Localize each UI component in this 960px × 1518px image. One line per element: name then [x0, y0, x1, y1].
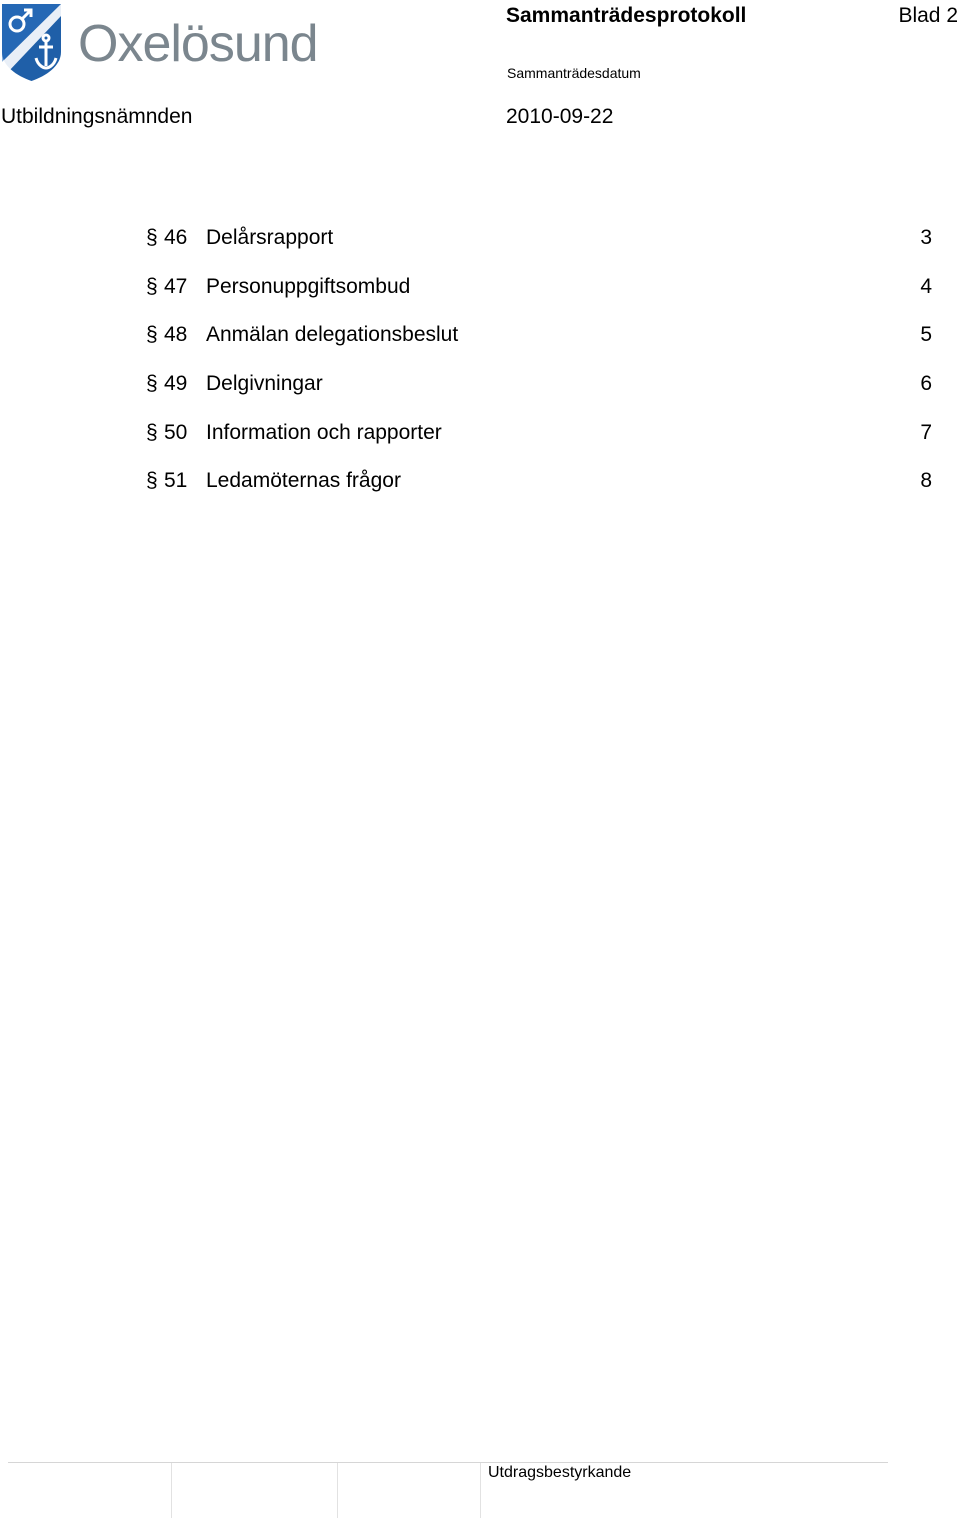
- toc-item-page: 5: [920, 323, 932, 346]
- section-symbol: §: [146, 421, 158, 444]
- footer-divider: [8, 1462, 888, 1463]
- toc-item-page: 7: [920, 421, 932, 444]
- toc-item-title: Personuppgiftsombud: [206, 275, 411, 298]
- page-number: Blad 2: [898, 4, 958, 27]
- toc-item-number: 46: [164, 226, 188, 249]
- toc-item-page: 3: [920, 226, 932, 249]
- toc-item-title: Information och rapporter: [206, 421, 442, 444]
- toc-item-number: 47: [164, 275, 188, 298]
- meeting-date: 2010-09-22: [506, 105, 614, 128]
- toc-item-title: Delgivningar: [206, 372, 323, 395]
- toc-item: [0, 223, 960, 253]
- coat-of-arms-icon: [0, 2, 64, 82]
- footer-cell-divider: [480, 1463, 481, 1518]
- toc-item: [0, 466, 960, 496]
- toc-item-number: 50: [164, 421, 188, 444]
- footer-cell-divider: [337, 1463, 338, 1518]
- section-symbol: §: [146, 275, 158, 298]
- committee-name: Utbildningsnämnden: [1, 105, 193, 128]
- toc-item-number: 48: [164, 323, 188, 346]
- toc-item-page: 6: [920, 372, 932, 395]
- toc-item-page: 8: [920, 469, 932, 492]
- toc-item-number: 49: [164, 372, 188, 395]
- toc-item-title: Ledamöternas frågor: [206, 469, 401, 492]
- section-symbol: §: [146, 226, 158, 249]
- toc-item: [0, 272, 960, 302]
- toc-item-title: Anmälan delegationsbeslut: [206, 323, 459, 346]
- certification-label: Utdragsbestyrkande: [488, 1464, 632, 1481]
- municipality-logo: [0, 2, 345, 82]
- logo-wordmark: Oxelösund: [78, 15, 318, 73]
- footer-cell-divider: [171, 1463, 172, 1518]
- section-symbol: §: [146, 372, 158, 395]
- toc-item: [0, 418, 960, 448]
- toc-item-page: 4: [920, 275, 932, 298]
- toc-item-number: 51: [164, 469, 188, 492]
- meeting-date-label: Sammanträdesdatum: [507, 65, 641, 81]
- document-title: Sammanträdesprotokoll: [506, 4, 747, 27]
- toc-item-title: Delårsrapport: [206, 226, 334, 249]
- section-symbol: §: [146, 469, 158, 492]
- toc-item: [0, 320, 960, 350]
- toc-item: [0, 369, 960, 399]
- section-symbol: §: [146, 323, 158, 346]
